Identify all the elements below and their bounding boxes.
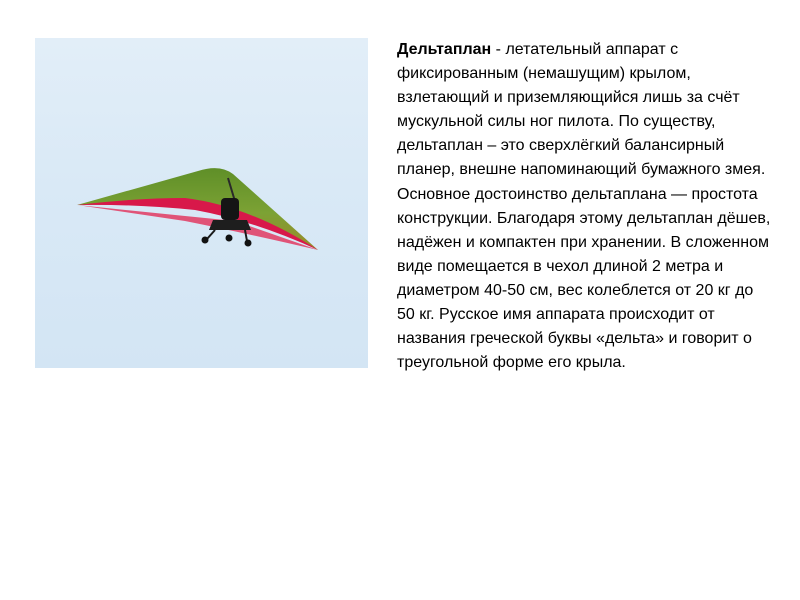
term-title: Дельтаплан xyxy=(397,41,492,58)
description-text xyxy=(397,38,772,375)
pilot xyxy=(221,198,239,220)
wheel-icon xyxy=(202,237,209,244)
hang-glider-photo xyxy=(35,38,368,368)
trike-body xyxy=(209,220,251,230)
term-definition: - летательный аппарат с фиксированным (немашущим) крылом, взлетающий и приземляющийся лишь за счёт мускульной силы ног пилота. По существу, дельтаплан – это сверхлёгкий балансирный планер, внешне напоминающий бумажного змея. Основное достоинство дельтаплана — простота конструкции. Благодаря этому дельтаплан дёшев, надёжен и компактен при хранении. В сложенном виде помещается в чехол длиной 2 метра и диаметром 40-50 см, вес колеблется от 20 кг до 50 кг. Русское имя аппарата происходит от названия греческой буквы «дельта» и говорит о треугольной форме его крыла. xyxy=(397,41,771,372)
description-paragraph xyxy=(397,38,772,375)
hang-glider-image xyxy=(35,38,368,368)
